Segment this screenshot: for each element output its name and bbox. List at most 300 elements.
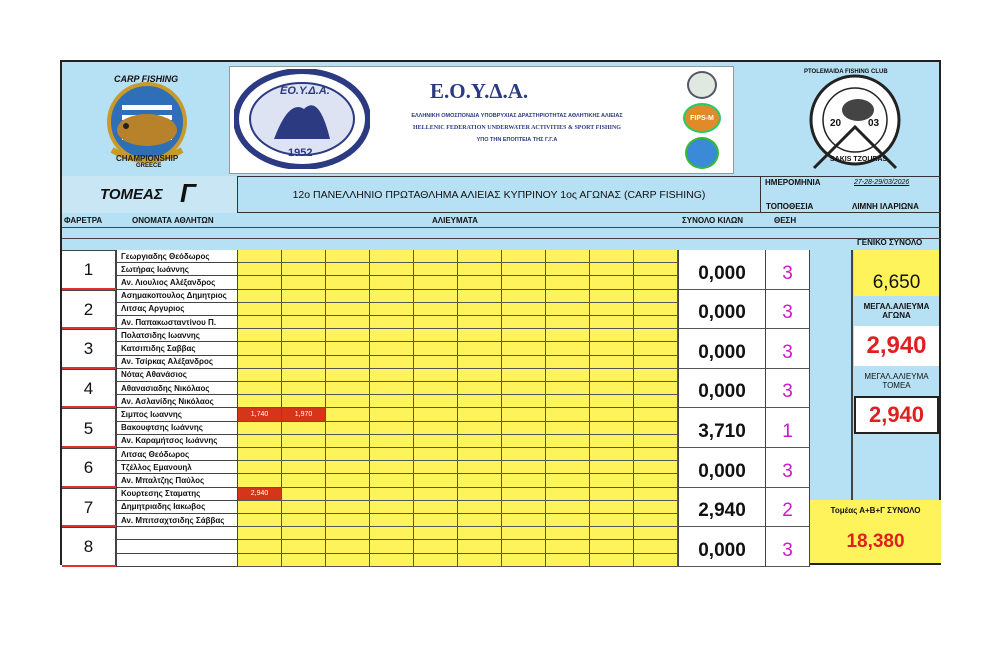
catch-cell[interactable]	[502, 263, 546, 276]
catch-cell[interactable]	[238, 540, 282, 553]
catch-cell[interactable]	[590, 408, 634, 421]
seal-year: 1952	[288, 147, 313, 159]
sector-catch-label-1: ΜΕΓΑΛ.ΑΛΙΕΥΜΑ	[864, 372, 929, 381]
catch-cell[interactable]	[414, 276, 458, 289]
catch-cell[interactable]	[546, 316, 590, 329]
catch-cell[interactable]	[370, 395, 414, 408]
catch-cell[interactable]	[502, 474, 546, 487]
catch-cell[interactable]	[238, 276, 282, 289]
catch-cell[interactable]	[546, 514, 590, 527]
catch-cell[interactable]	[282, 422, 326, 435]
catch-cell[interactable]	[634, 514, 678, 527]
catch-cell[interactable]	[282, 250, 326, 263]
catch-cell[interactable]	[326, 448, 370, 461]
catch-cell[interactable]	[282, 435, 326, 448]
catch-cell[interactable]	[370, 356, 414, 369]
catch-cell[interactable]	[414, 527, 458, 540]
catch-cell[interactable]	[414, 342, 458, 355]
catch-cell[interactable]	[502, 422, 546, 435]
catch-cell[interactable]	[282, 461, 326, 474]
catch-cell[interactable]	[546, 250, 590, 263]
catch-cell[interactable]	[414, 356, 458, 369]
catch-cell[interactable]	[414, 474, 458, 487]
catch-cell[interactable]	[238, 514, 282, 527]
catch-cell[interactable]	[238, 501, 282, 514]
catch-cell[interactable]	[458, 474, 502, 487]
federation-greek-name: ΕΛΛΗΝΙΚΗ ΟΜΟΣΠΟΝΔΙΑ ΥΠΟΒΡΥΧΙΑΣ ΔΡΑΣΤΗΡΙΟΤΗΤΑΣ ΑΘΛΗΤΙΚΗΣ ΑΛΙΕΙΑΣ	[411, 113, 623, 119]
catch-cell[interactable]	[458, 250, 502, 263]
catch-cell[interactable]	[590, 554, 634, 567]
catch-cell[interactable]	[634, 356, 678, 369]
catch-cell[interactable]	[370, 488, 414, 501]
col-total-kg: ΣΥΝΟΛΟ ΚΙΛΩΝ	[682, 216, 744, 225]
catch-cell[interactable]	[458, 448, 502, 461]
catch-cell[interactable]	[546, 303, 590, 316]
catch-cell[interactable]	[546, 474, 590, 487]
catch-cell[interactable]	[546, 488, 590, 501]
team-position: 3	[766, 448, 810, 488]
catch-cell[interactable]	[370, 514, 414, 527]
catch-cell[interactable]	[546, 540, 590, 553]
catch-cell[interactable]	[282, 356, 326, 369]
catch-cell[interactable]	[546, 342, 590, 355]
sector-label: ΤΟΜΕΑΣ	[100, 186, 163, 203]
catch-cell[interactable]	[414, 369, 458, 382]
catch-cell[interactable]	[370, 422, 414, 435]
team-total-kg: 0,000	[678, 369, 766, 409]
catch-cell[interactable]	[502, 527, 546, 540]
catch-cell[interactable]	[546, 369, 590, 382]
catch-cell[interactable]	[458, 501, 502, 514]
catch-value[interactable]: 1,740	[238, 408, 282, 421]
catch-cell[interactable]	[458, 422, 502, 435]
catch-cell[interactable]	[238, 263, 282, 276]
catch-cell[interactable]	[282, 276, 326, 289]
catch-cell[interactable]	[634, 527, 678, 540]
catch-cell[interactable]	[590, 435, 634, 448]
sector-catch-box	[854, 396, 939, 434]
catch-value[interactable]: 2,940	[238, 488, 282, 501]
sectors-total-label: Τομέας Α+Β+Γ ΣΥΝΟΛΟ	[830, 505, 921, 515]
catch-cell[interactable]	[502, 342, 546, 355]
catch-cell[interactable]	[546, 461, 590, 474]
catch-cell[interactable]	[502, 356, 546, 369]
athlete-name: Βακουφτσης Ιωάννης	[116, 422, 238, 435]
catch-cell[interactable]	[458, 554, 502, 567]
catch-cell[interactable]	[634, 501, 678, 514]
team-number-cell	[62, 290, 116, 330]
catch-cell[interactable]	[414, 501, 458, 514]
catch-cell[interactable]	[634, 303, 678, 316]
team-position: 3	[766, 527, 810, 567]
catch-cell[interactable]	[370, 408, 414, 421]
catch-cell[interactable]	[370, 329, 414, 342]
catch-cell[interactable]	[590, 382, 634, 395]
location-label: ΤΟΠΟΘΕΣΙΑ	[766, 202, 814, 211]
catch-cell[interactable]	[590, 263, 634, 276]
catch-cell[interactable]	[370, 263, 414, 276]
catch-cell[interactable]	[590, 501, 634, 514]
catch-cell[interactable]	[502, 514, 546, 527]
club-year-b: 03	[868, 118, 880, 129]
team-number-cell	[62, 369, 116, 409]
catch-cell[interactable]	[414, 316, 458, 329]
team-total-kg: 0,000	[678, 290, 766, 330]
catch-cell[interactable]	[414, 303, 458, 316]
catch-cell[interactable]	[634, 276, 678, 289]
catch-cell[interactable]	[634, 461, 678, 474]
catch-cell[interactable]	[238, 474, 282, 487]
team-number-cell	[62, 408, 116, 448]
team-total-kg: 0,000	[678, 329, 766, 369]
catch-cell[interactable]	[370, 316, 414, 329]
catch-cell[interactable]	[590, 369, 634, 382]
catch-cell[interactable]	[238, 329, 282, 342]
catch-cell[interactable]	[282, 342, 326, 355]
catch-cell[interactable]	[590, 356, 634, 369]
catch-cell[interactable]	[326, 250, 370, 263]
club-year-a: 20	[830, 118, 842, 129]
catch-cell[interactable]	[370, 540, 414, 553]
catch-cell[interactable]	[326, 461, 370, 474]
catch-cell[interactable]	[634, 540, 678, 553]
catch-cell[interactable]	[238, 290, 282, 303]
catch-cell[interactable]	[634, 342, 678, 355]
catch-cell[interactable]	[326, 316, 370, 329]
catch-cell[interactable]	[634, 250, 678, 263]
catch-cell[interactable]	[282, 369, 326, 382]
supervision-text: ΥΠΟ ΤΗΝ ΕΠΟΠΤΕΙΑ ΤΗΣ Γ.Γ.Α	[476, 137, 558, 143]
club-name-text: PTOLEMAIDA FISHING CLUB	[804, 69, 888, 75]
catch-cell[interactable]	[370, 250, 414, 263]
catch-cell[interactable]	[502, 276, 546, 289]
catch-cell[interactable]	[326, 527, 370, 540]
catch-cell[interactable]	[370, 501, 414, 514]
catch-cell[interactable]	[546, 290, 590, 303]
catch-cell[interactable]	[414, 514, 458, 527]
catch-cell[interactable]	[502, 501, 546, 514]
athlete-name: Αν. Μπαλτζης Παύλος	[116, 474, 238, 487]
catch-cell[interactable]	[326, 422, 370, 435]
catch-cell[interactable]	[326, 276, 370, 289]
catch-cell[interactable]	[282, 329, 326, 342]
catch-cell[interactable]	[238, 448, 282, 461]
team-number-cell	[62, 488, 116, 528]
catch-cell[interactable]	[370, 290, 414, 303]
catch-cell[interactable]	[326, 382, 370, 395]
catch-cell[interactable]	[370, 303, 414, 316]
catch-cell[interactable]	[326, 329, 370, 342]
catch-cell[interactable]	[414, 250, 458, 263]
catch-cell[interactable]	[238, 435, 282, 448]
catch-cell[interactable]	[370, 527, 414, 540]
catch-cell[interactable]	[326, 540, 370, 553]
athlete-name: Δημητριαδης Ιακωβος	[116, 501, 238, 514]
catch-cell[interactable]	[370, 435, 414, 448]
catch-cell[interactable]	[282, 395, 326, 408]
team-number: 1	[83, 260, 94, 280]
catch-cell[interactable]	[502, 435, 546, 448]
catch-cell[interactable]	[502, 488, 546, 501]
federation-seal	[234, 69, 370, 169]
catch-cell[interactable]	[238, 382, 282, 395]
col-position: ΘΕΣΗ	[774, 216, 797, 225]
catch-cell[interactable]	[282, 554, 326, 567]
catch-cell[interactable]	[282, 263, 326, 276]
catch-cell[interactable]	[546, 329, 590, 342]
catch-cell[interactable]	[634, 554, 678, 567]
catch-cell[interactable]	[414, 540, 458, 553]
catch-cell[interactable]	[414, 290, 458, 303]
catch-cell[interactable]	[590, 514, 634, 527]
catch-cell[interactable]	[238, 422, 282, 435]
catch-cell[interactable]	[502, 250, 546, 263]
catch-cell[interactable]	[414, 448, 458, 461]
sectors-total-value: 18,380	[846, 530, 905, 552]
catch-cell[interactable]	[546, 448, 590, 461]
catch-cell[interactable]	[502, 290, 546, 303]
catch-cell[interactable]	[546, 527, 590, 540]
catch-cell[interactable]	[634, 448, 678, 461]
catch-cell[interactable]	[458, 461, 502, 474]
catch-cell[interactable]	[282, 303, 326, 316]
catch-cell[interactable]	[282, 382, 326, 395]
catch-cell[interactable]	[370, 474, 414, 487]
catch-cell[interactable]	[458, 408, 502, 421]
catch-cell[interactable]	[458, 303, 502, 316]
catch-cell[interactable]	[458, 527, 502, 540]
catch-cell[interactable]	[282, 448, 326, 461]
catch-cell[interactable]	[546, 395, 590, 408]
catch-cell[interactable]	[458, 329, 502, 342]
catch-cell[interactable]	[326, 474, 370, 487]
catch-cell[interactable]	[414, 461, 458, 474]
team-position: 3	[766, 250, 810, 290]
catch-cell[interactable]	[546, 435, 590, 448]
catch-cell[interactable]	[370, 382, 414, 395]
catch-cell[interactable]	[502, 448, 546, 461]
catch-cell[interactable]	[634, 290, 678, 303]
catch-cell[interactable]	[502, 303, 546, 316]
catch-cell[interactable]	[238, 356, 282, 369]
catch-cell[interactable]	[326, 369, 370, 382]
catch-cell[interactable]	[326, 356, 370, 369]
catch-cell[interactable]	[370, 276, 414, 289]
catch-cell[interactable]	[282, 488, 326, 501]
federation-acronym: Ε.Ο.Υ.Δ.Α.	[430, 79, 529, 103]
col-catches: ΑΛΙΕΥΜΑΤΑ	[432, 216, 478, 225]
catch-cell[interactable]	[458, 514, 502, 527]
catch-cell[interactable]	[370, 448, 414, 461]
catch-cell[interactable]	[634, 408, 678, 421]
catch-cell[interactable]	[634, 395, 678, 408]
catch-cell[interactable]	[414, 263, 458, 276]
catch-cell[interactable]	[326, 435, 370, 448]
catch-cell[interactable]	[590, 290, 634, 303]
catch-cell[interactable]	[590, 422, 634, 435]
catch-cell[interactable]	[546, 276, 590, 289]
catch-cell[interactable]	[326, 554, 370, 567]
sport-fishing-badge-icon	[685, 137, 719, 169]
biggest-catch-label-2: ΑΓΩΝΑ	[882, 311, 911, 320]
catch-cell[interactable]	[502, 461, 546, 474]
catch-cell[interactable]	[370, 554, 414, 567]
catch-cell[interactable]	[282, 514, 326, 527]
sector-catch-label	[854, 367, 939, 395]
catch-cell[interactable]	[326, 342, 370, 355]
catch-cell[interactable]	[590, 316, 634, 329]
catch-cell[interactable]	[502, 540, 546, 553]
catch-cell[interactable]	[458, 540, 502, 553]
catch-cell[interactable]	[238, 527, 282, 540]
catch-cell[interactable]	[458, 356, 502, 369]
general-total-label: ΓΕΝΙΚΟ ΣΥΝΟΛΟ	[857, 238, 923, 247]
catch-cell[interactable]	[238, 316, 282, 329]
catch-cell[interactable]	[546, 501, 590, 514]
catch-cell[interactable]	[590, 303, 634, 316]
catch-cell[interactable]	[634, 316, 678, 329]
catch-cell[interactable]	[414, 395, 458, 408]
catch-cell[interactable]	[414, 554, 458, 567]
catch-cell[interactable]	[502, 408, 546, 421]
catch-cell[interactable]	[238, 303, 282, 316]
catch-cell[interactable]	[238, 554, 282, 567]
catch-cell[interactable]	[238, 250, 282, 263]
catch-cell[interactable]	[414, 329, 458, 342]
catch-cell[interactable]	[458, 488, 502, 501]
catch-cell[interactable]	[634, 382, 678, 395]
catch-cell[interactable]	[458, 435, 502, 448]
catch-cell[interactable]	[590, 395, 634, 408]
catch-cell[interactable]	[590, 527, 634, 540]
catch-cell[interactable]	[414, 422, 458, 435]
catch-cell[interactable]	[590, 461, 634, 474]
catch-cell[interactable]	[238, 395, 282, 408]
catch-cell[interactable]	[370, 461, 414, 474]
col-quiver: ΦΑΡΕΤΡΑ	[64, 216, 103, 225]
catch-cell[interactable]	[282, 527, 326, 540]
catch-cell[interactable]	[326, 395, 370, 408]
team-number-cell	[62, 527, 116, 567]
catch-cell[interactable]	[458, 342, 502, 355]
athlete-name: Αν. Ασλανίδης Νικόλαος	[116, 395, 238, 408]
athlete-name: Γεωργιαδης Θεόδωρος	[116, 250, 238, 263]
catch-cell[interactable]	[458, 290, 502, 303]
team-number: 2	[83, 299, 94, 319]
catch-cell[interactable]	[370, 342, 414, 355]
catch-cell[interactable]	[502, 395, 546, 408]
catch-cell[interactable]	[590, 488, 634, 501]
catch-cell[interactable]	[458, 263, 502, 276]
catch-cell[interactable]	[326, 408, 370, 421]
catch-cell[interactable]	[326, 303, 370, 316]
catch-cell[interactable]	[326, 514, 370, 527]
catch-cell[interactable]	[634, 474, 678, 487]
catch-cell[interactable]	[502, 554, 546, 567]
catch-cell[interactable]	[282, 290, 326, 303]
team-number: 5	[83, 418, 94, 438]
catch-cell[interactable]	[414, 488, 458, 501]
athlete-name: Αν. Παπακωσταντίνου Π.	[116, 316, 238, 329]
catch-value[interactable]: 1,970	[282, 408, 326, 421]
catch-cell[interactable]	[326, 263, 370, 276]
col-athletes: ΟΝΟΜΑΤΑ ΑΘΛΗΤΩΝ	[132, 216, 214, 225]
team-total-kg: 0,000	[678, 448, 766, 488]
biggest-catch-value: 2,940	[866, 332, 927, 359]
team-position: 1	[766, 408, 810, 448]
catch-cell[interactable]	[502, 316, 546, 329]
catch-cell[interactable]	[326, 488, 370, 501]
catch-cell[interactable]	[238, 342, 282, 355]
catch-cell[interactable]	[634, 422, 678, 435]
catch-cell[interactable]	[590, 540, 634, 553]
catch-cell[interactable]	[590, 329, 634, 342]
team-total-kg: 3,710	[678, 408, 766, 448]
catch-cell[interactable]	[590, 474, 634, 487]
catch-cell[interactable]	[414, 408, 458, 421]
federation-header	[229, 66, 734, 174]
catch-cell[interactable]	[546, 554, 590, 567]
catch-cell[interactable]	[414, 435, 458, 448]
catch-cell[interactable]	[634, 488, 678, 501]
catch-cell[interactable]	[238, 369, 282, 382]
catch-cell[interactable]	[590, 342, 634, 355]
federation-english-name: HELLENIC FEDERATION UNDERWATER ACTIVITIES & SPORT FISHING	[413, 125, 621, 131]
catch-cell[interactable]	[458, 369, 502, 382]
catch-cell[interactable]	[634, 369, 678, 382]
team-total-kg: 0,000	[678, 527, 766, 567]
logo-bottom-text: CHAMPIONSHIP	[116, 154, 179, 163]
catch-cell[interactable]	[282, 474, 326, 487]
catch-cell[interactable]	[590, 250, 634, 263]
catch-cell[interactable]	[326, 501, 370, 514]
catch-cell[interactable]	[458, 276, 502, 289]
catch-cell[interactable]	[370, 369, 414, 382]
general-total-box	[854, 250, 939, 296]
athlete-name: Αν. Τσίρκας Αλέξανδρος	[116, 356, 238, 369]
catch-cell[interactable]	[590, 276, 634, 289]
catch-cell[interactable]	[546, 382, 590, 395]
catch-cell[interactable]	[458, 382, 502, 395]
team-total-kg: 0,000	[678, 250, 766, 290]
logo-country-text: GREECE	[136, 163, 162, 169]
team-number-cell	[62, 329, 116, 369]
catch-cell[interactable]	[546, 356, 590, 369]
catch-cell[interactable]	[502, 382, 546, 395]
club-founder-text: SAKIS TZOURAS	[830, 156, 888, 163]
catch-cell[interactable]	[502, 329, 546, 342]
ptolemaida-club-logo	[800, 68, 910, 174]
catch-cell[interactable]	[238, 461, 282, 474]
catch-cell[interactable]	[546, 263, 590, 276]
catch-cell[interactable]	[458, 395, 502, 408]
catch-cell[interactable]	[634, 263, 678, 276]
catch-cell[interactable]	[282, 501, 326, 514]
catch-cell[interactable]	[458, 316, 502, 329]
catch-cell[interactable]	[502, 369, 546, 382]
catch-cell[interactable]	[282, 316, 326, 329]
catch-cell[interactable]	[546, 408, 590, 421]
catch-cell[interactable]	[414, 382, 458, 395]
catch-cell[interactable]	[634, 435, 678, 448]
athlete-name	[116, 527, 238, 540]
catch-cell[interactable]	[546, 422, 590, 435]
catch-cell[interactable]	[590, 448, 634, 461]
catch-cell[interactable]	[326, 290, 370, 303]
catch-cell[interactable]	[634, 329, 678, 342]
athlete-name: Αν. Μπιτσαχτσιδης Σάββας	[116, 514, 238, 527]
catch-cell[interactable]	[282, 540, 326, 553]
